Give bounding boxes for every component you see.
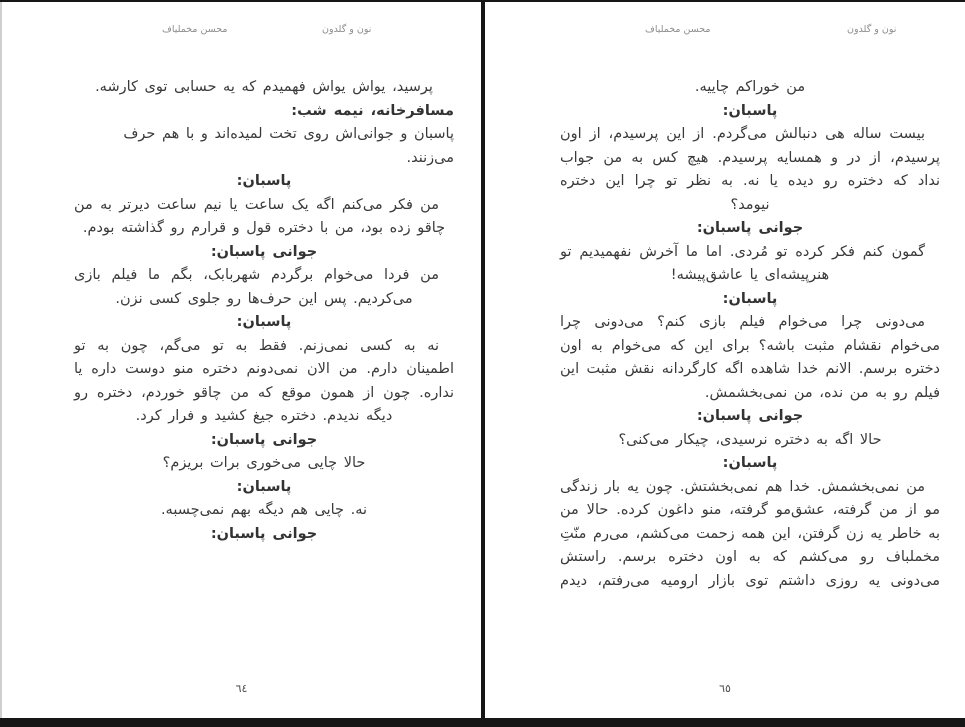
scene-heading: مسافرخانه، نیمه شب: <box>291 102 454 119</box>
character-name: جوانی پاسبان: <box>696 220 804 236</box>
character-name: پاسبان: <box>722 455 778 471</box>
character-name: پاسبان: <box>236 478 292 495</box>
dialogue-line: من خوراکم چاییه. <box>694 79 806 95</box>
running-head-title: نون و گلدون <box>322 24 372 35</box>
page-number: ٦٤ <box>235 682 248 695</box>
dialogue-line: نه. چایی هم دیگه بهم نمی‌چسبه. <box>160 502 368 518</box>
dialogue-paragraph: پرسید، یواش یواش فهمیدم که یه حسابی توی کارشه. <box>95 79 433 95</box>
dialogue-paragraph: بیست ساله هی دنبالش می‌گردم. از این پرسیدم، از اون پرسیدم، از در و همسایه پرسیدم. هیچ کس به من جواب نداد که دختره رو دیده یا نه. به نظر تو چرا این دختره نیومد؟ <box>560 126 940 213</box>
character-name: پاسبان: <box>236 314 292 330</box>
character-name: پاسبان: <box>722 102 778 119</box>
dialogue-line: حالا چایی می‌خوری برات بریزم؟ <box>162 455 366 471</box>
book-page-left <box>0 2 481 718</box>
dialogue-paragraph: گمون کنم فکر کرده تو مُردی. اما ما آخرش نفهمیدیم تو هنرپیشه‌ای یا عاشق‌پیشه! <box>560 243 925 283</box>
dialogue-paragraph: من فکر می‌کنم اگه یک ساعت یا نیم ساعت دیرتر به من چاقو زده بود، من با دختره قول و قرارم رو گذاشته بودم. <box>74 196 446 236</box>
character-name: پاسبان: <box>236 173 292 189</box>
page-left-text-block <box>74 76 454 546</box>
running-head <box>2 24 481 38</box>
character-name: جوانی پاسبان: <box>210 431 318 448</box>
running-head-title: نون و گلدون <box>847 24 897 35</box>
page-number: ٦٥ <box>719 682 731 695</box>
dialogue-paragraph: من نمی‌بخشمش. خدا هم نمی‌بخشتش. چون یه بار زندگی مو از من گرفته، عشق‌مو گرفته، منو داغون کرده. حالا من به خاطر یه زن گرفتن، این همه زحمت می‌کشم، می‌رم منّتِ مخملباف رو می‌کشم که به اون دختره برسم. راستش می‌دونی یه روزی داشتم توی بازار ارومیه می‌رفتم، دیدم <box>560 478 940 589</box>
character-name: پاسبان: <box>722 290 778 307</box>
dialogue-paragraph: من فردا می‌خوام برگردم شهربابک، بگم ما فیلم بازی می‌کردیم. پس این حرف‌ها رو جلوی کسی نزن. <box>74 267 439 307</box>
page-right-text-block <box>560 76 940 593</box>
character-name: جوانی پاسبان: <box>696 408 804 424</box>
running-head-author: محسن مخملیاف <box>645 24 711 35</box>
book-page-right <box>485 2 965 718</box>
character-name: جوانی پاسبان: <box>210 525 318 542</box>
dialogue-paragraph: نه به کسی نمی‌زنم. فقط به تو می‌گم، چون به تو اطمینان دارم. من الان نمی‌دونم دختره منو دوست داره یا نداره. چون از همون موقع که من چاقو خوردم، دختره رو دیگه ندیدم. دختره جیغ کشید و فرار کرد. <box>74 337 454 424</box>
running-head-author: محسن مخملیاف <box>162 24 228 35</box>
character-name: جوانی پاسبان: <box>210 243 318 260</box>
stage-direction: پاسبان و جوانی‌اش روی تخت لمیده‌اند و با هم حرف می‌زنند. <box>123 126 454 166</box>
running-head <box>485 24 965 38</box>
dialogue-paragraph: می‌دونی چرا می‌خوام فیلم بازی کنم؟ می‌دونی چرا می‌خوام نقشام مثبت باشه؟ برای این که می‌خوام به اون دختره برسم. الانم خدا شاهده اگه کارگردانه نقش مثبت این فیلم رو به من نده، من نمی‌بخشمش. <box>560 314 940 401</box>
dialogue-line: حالا اگه به دختره نرسیدی، چیکار می‌کنی؟ <box>618 431 882 448</box>
